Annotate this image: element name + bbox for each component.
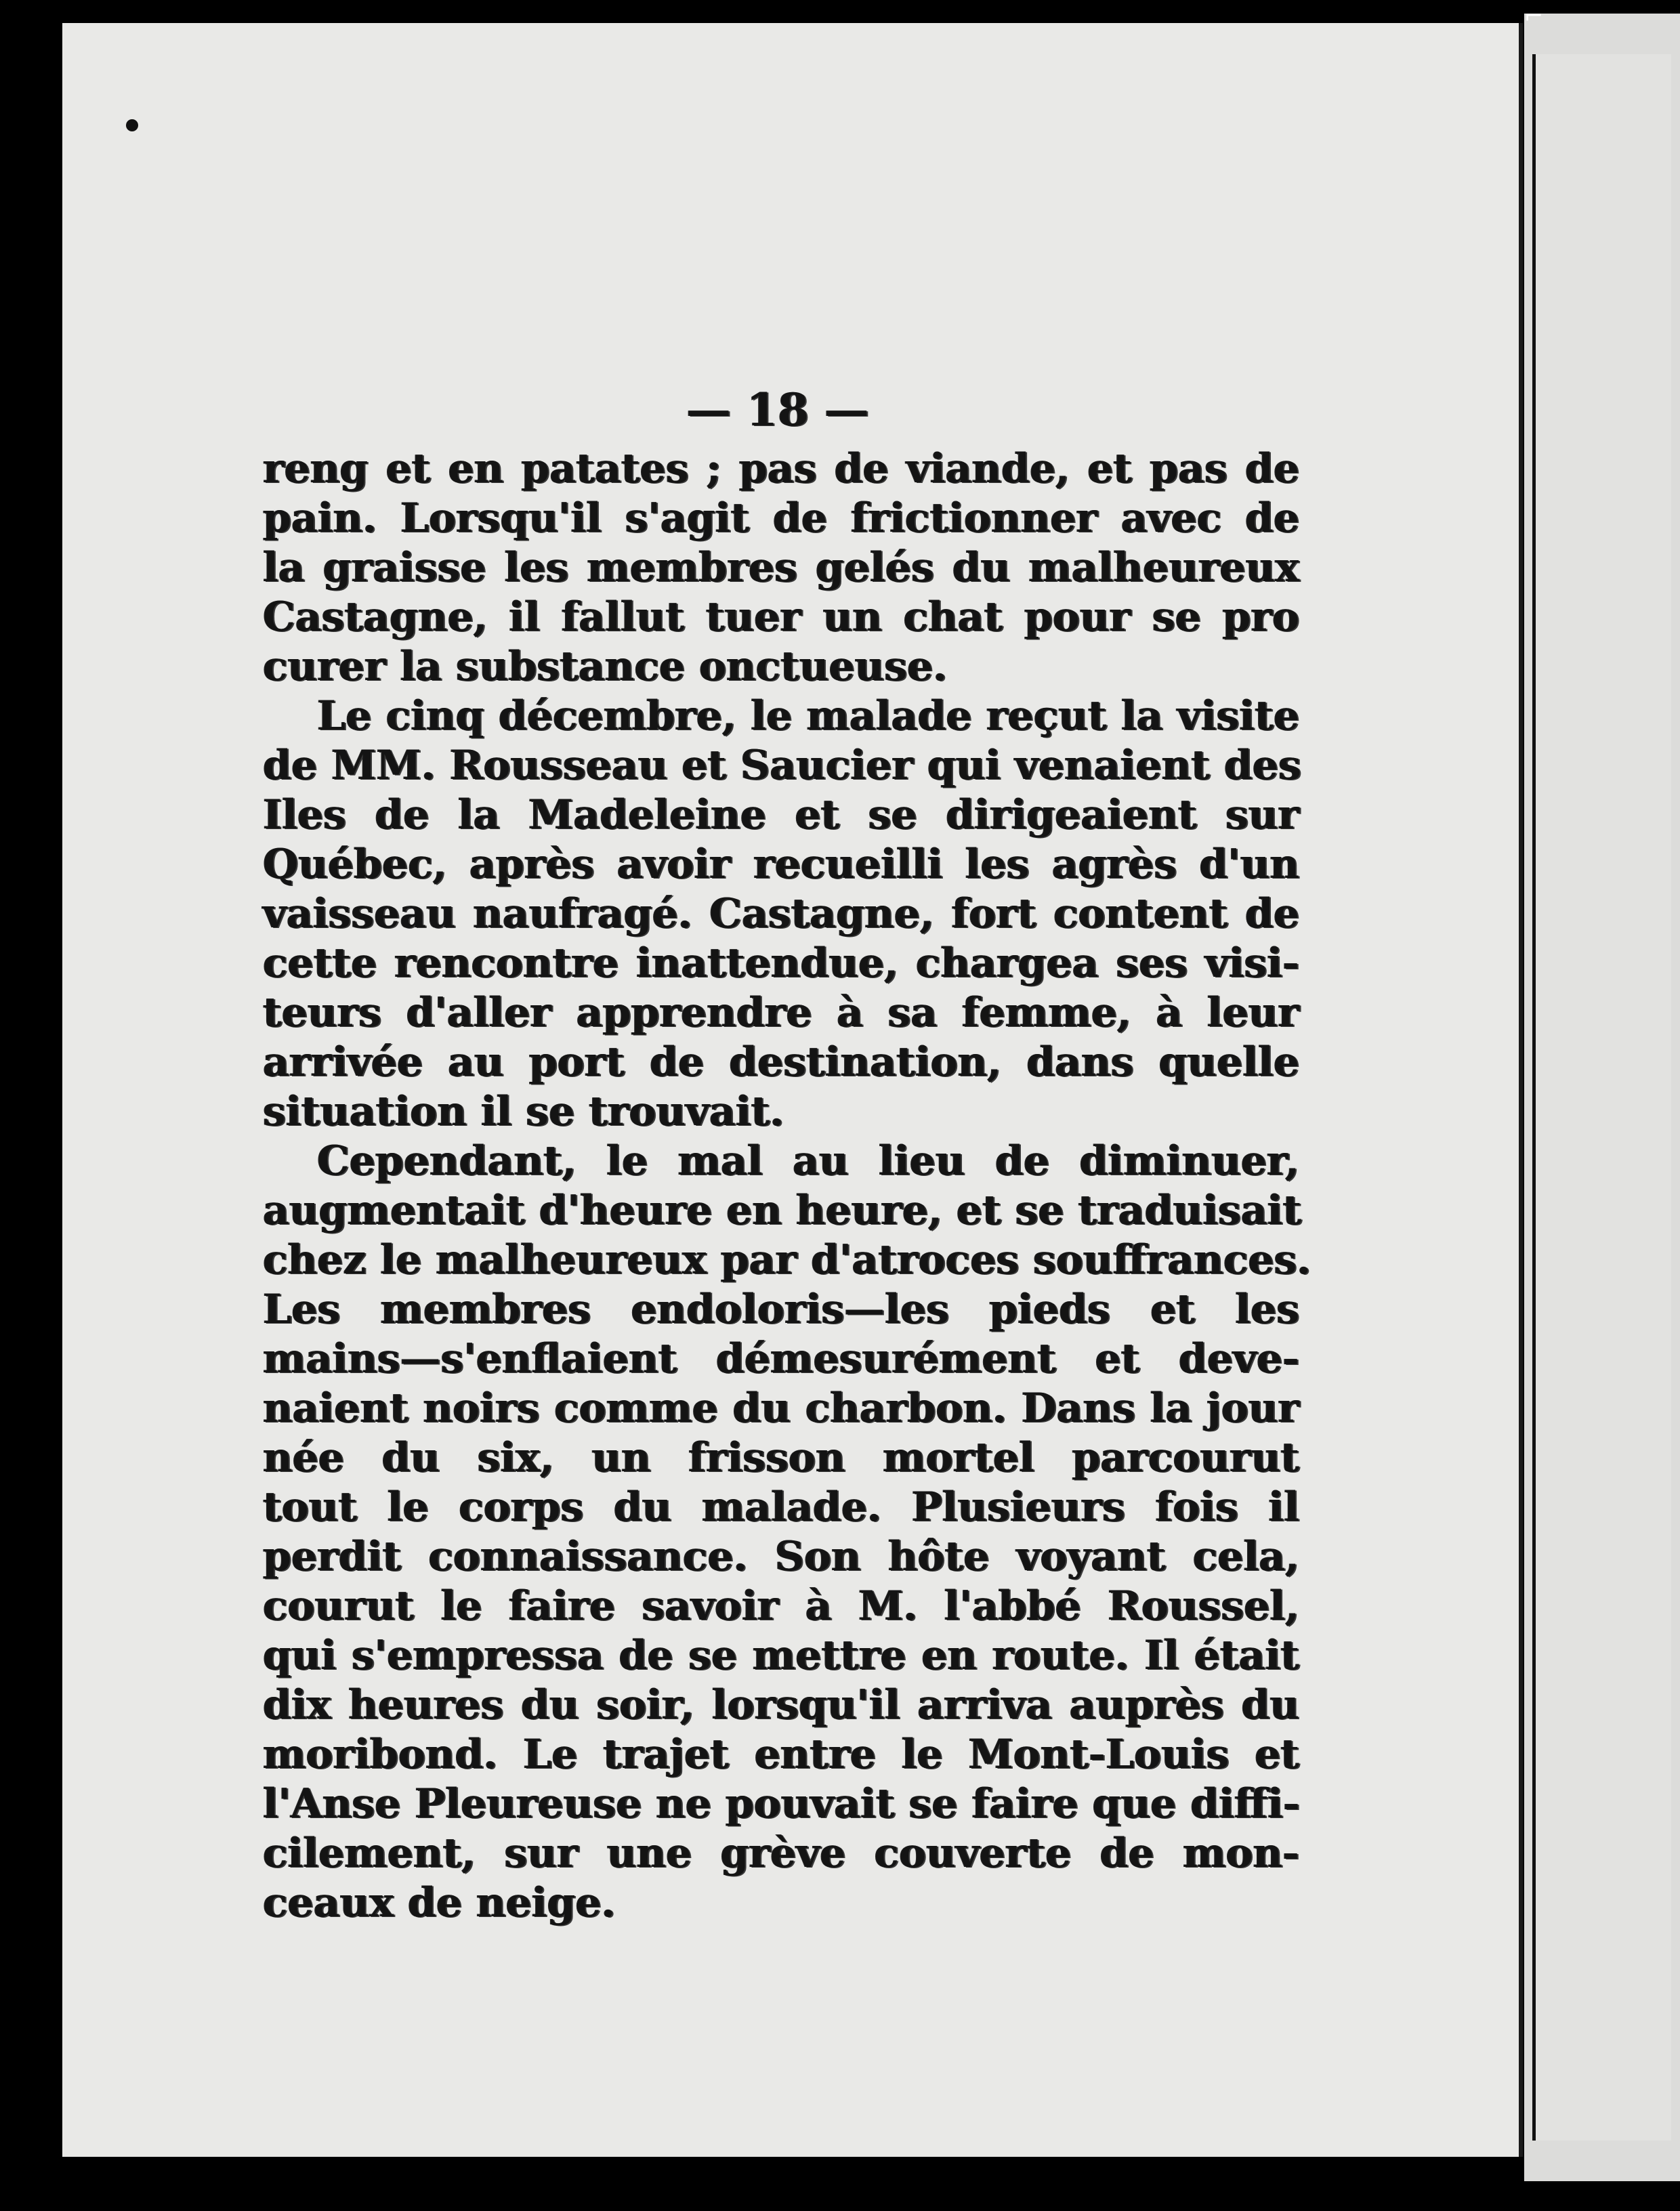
- paragraph-3: [263, 1137, 1311, 1928]
- paragraph-1: [263, 444, 1299, 692]
- text-line: moribond. Le trajet entre le Mont-Louis et: [263, 1731, 1299, 1778]
- text-line: qui s'empressa de se mettre en route. Il était: [263, 1632, 1299, 1679]
- text-line: vaisseau naufragé. Castagne, fort content de: [263, 890, 1299, 938]
- text-line: augmentait d'heure en heure, et se traduisait: [263, 1187, 1302, 1234]
- text-line: teurs d'aller apprendre à sa femme, à leur: [263, 989, 1299, 1036]
- text-line: perdit connaissance. Son hôte voyant cela,: [263, 1533, 1299, 1580]
- text-line: courut le faire savoir à M. l'abbé Roussel,: [263, 1582, 1299, 1630]
- paragraph-2: [263, 692, 1299, 1137]
- text-line: Castagne, il fallut tuer un chat pour se pro: [263, 593, 1299, 641]
- text-line: de MM. Rousseau et Saucier qui venaient des: [263, 742, 1301, 789]
- text-line: curer la substance onctueuse.: [263, 643, 948, 690]
- text-line: née du six, un frisson mortel parcourut: [263, 1434, 1299, 1481]
- ink-speck: [126, 119, 138, 131]
- text-line: Les membres endoloris—les pieds et les: [263, 1286, 1299, 1333]
- adjacent-page-inner: [1532, 54, 1671, 2141]
- text-line: arrivée au port de destination, dans quelle: [263, 1038, 1299, 1086]
- text-line: tout le corps du malade. Plusieurs fois il: [263, 1483, 1299, 1531]
- corner-mark-icon: ⌐: [1524, 3, 1544, 30]
- text-line: Le cinq décembre, le malade reçut la visite: [317, 692, 1299, 740]
- text-line: Iles de la Madeleine et se dirigeaient sur: [263, 791, 1299, 839]
- text-line: chez le malheureux par d'atroces souffrances.: [263, 1236, 1311, 1284]
- page-text: [263, 379, 1311, 1928]
- text-line: Québec, après avoir recueilli les agrès d'un: [263, 841, 1299, 888]
- text-line: la graisse les membres gelés du malheureux: [263, 544, 1299, 591]
- text-line: Cependant, le mal au lieu de diminuer,: [317, 1137, 1299, 1185]
- text-line: l'Anse Pleureuse ne pouvait se faire que diffi-: [263, 1780, 1300, 1828]
- text-line: pain. Lorsqu'il s'agit de frictionner avec de: [263, 494, 1299, 542]
- text-line: naient noirs comme du charbon. Dans la jour: [263, 1385, 1299, 1432]
- text-line: reng et en patates ; pas de viande, et pas de: [263, 445, 1299, 492]
- text-line: cilement, sur une grève couverte de mon-: [263, 1830, 1299, 1877]
- text-line: situation il se trouvait.: [263, 1088, 784, 1135]
- text-line: ceaux de neige.: [263, 1879, 616, 1926]
- text-line: cette rencontre inattendue, chargea ses visi-: [263, 940, 1299, 987]
- text-line: dix heures du soir, lorsqu'il arriva auprès du: [263, 1681, 1299, 1729]
- text-line: mains—s'enflaient démesurément et deve-: [263, 1335, 1299, 1383]
- page-number: — 18 —: [686, 383, 869, 436]
